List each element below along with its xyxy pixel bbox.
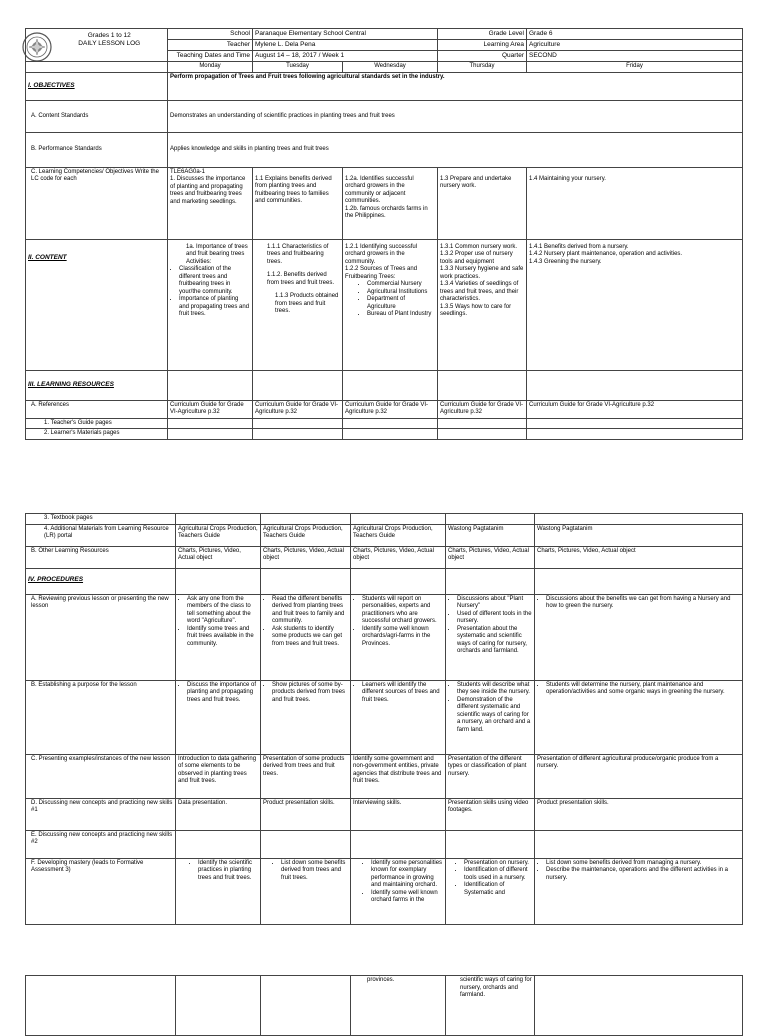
content-monday-intro: 1a. Importance of trees and fruit bearing trees xyxy=(186,243,248,258)
empty-cell xyxy=(261,568,351,594)
procedure-f-monday xyxy=(176,858,261,924)
learners-materials-label: 2. Learner's Materials pages xyxy=(26,429,168,440)
competency-tuesday-text: 1.1 Explains benefits derived from planting trees and fruitbearing trees to families and communities. xyxy=(253,167,343,239)
empty-cell xyxy=(176,514,261,525)
other-resources-label: B. Other Learning Resources xyxy=(26,546,176,568)
procedure-d-monday: Data presentation. xyxy=(176,798,261,830)
empty-cell xyxy=(527,418,743,429)
content-heading: II. CONTENT xyxy=(26,239,168,370)
list-item: • Students will determine the nursery, plant maintenance and operation/activities and some organic ways in greening the nursery. xyxy=(546,682,740,697)
additional-monday: Agricultural Crops Production, Teachers Guide xyxy=(176,524,261,546)
content-monday-list xyxy=(170,266,250,319)
procedure-f-wednesday xyxy=(351,858,446,924)
additional-friday: Wastong Pagtatanim xyxy=(535,524,743,546)
dates-value: August 14 – 18, 2017 / Week 1 xyxy=(253,51,438,62)
competency-friday-text: 1.4 Maintaining your nursery. xyxy=(527,167,743,239)
procedure-a-tuesday xyxy=(261,594,351,680)
other-monday: Charts, Pictures, Video, Actual object xyxy=(176,546,261,568)
content-tuesday-2: 1.1.2. Benefits derived from trees and fruit trees. xyxy=(267,272,335,286)
objectives-heading: I. OBJECTIVES xyxy=(26,72,168,100)
competencies-wednesday xyxy=(343,167,438,239)
empty-cell xyxy=(168,429,253,440)
empty-cell xyxy=(446,830,535,858)
content-tuesday-3: 1.1.3 Products obtained from trees and fruit trees. xyxy=(275,293,339,315)
learning-area-value: Agriculture xyxy=(527,40,743,51)
references-label: A. References xyxy=(26,400,168,418)
list-item: • Presentation about the systematic and scientific ways of caring for nursery, orchards and farmland. xyxy=(457,626,532,656)
empty-cell xyxy=(176,976,261,1036)
list-item: • Department of Agriculture xyxy=(367,296,435,311)
dates-label: Teaching Dates and Time xyxy=(168,51,253,62)
list-item: • Identify some well known orchards/agri-farms in the Provinces. xyxy=(362,626,443,649)
content-thursday-5: 1.3.5 Ways how to care for seedlings. xyxy=(440,303,512,318)
list-item: • Identify some personalities known for exemplary performance in growing and maintaining orchard. xyxy=(371,860,443,890)
content-standards-value: Demonstrates an understanding of scientific practices in planting trees and fruit trees xyxy=(168,100,743,132)
list-item: • Ask any one from the members of the class to tell something about the word "Agriculture". xyxy=(187,596,258,626)
seal-cell xyxy=(26,29,52,62)
day-thursday: Thursday xyxy=(438,62,527,73)
additional-thursday: Wastong Pagtatanim xyxy=(446,524,535,546)
list-item: • Commercial Nursery xyxy=(367,281,435,289)
empty-cell xyxy=(261,976,351,1036)
list-item: • Read the different benefits derived from planting trees and fruit trees to family and community. xyxy=(272,596,348,626)
objectives-intro: Perform propagation of Trees and Fruit trees following agricultural standards set in the industry. xyxy=(168,72,743,100)
list-item: • Presentation on nursery. xyxy=(464,860,532,868)
list-item: • Agricultural Institutions xyxy=(367,289,435,297)
list-item: • Identify some trees and fruit trees available in the community. xyxy=(187,626,258,649)
procedure-b-monday xyxy=(176,680,261,754)
list-item: • Importance of planting and propagating trees and fruit trees. xyxy=(179,296,250,319)
empty-cell xyxy=(26,976,176,1036)
procedure-f-wednesday-cont: provinces. xyxy=(351,976,446,1036)
procedure-c-thursday: Presentation of the different types or classification of plant nursery. xyxy=(446,754,535,798)
school-value: Paranaque Elementary School Central xyxy=(253,29,438,40)
empty-cell xyxy=(343,429,438,440)
content-friday xyxy=(527,239,743,370)
list-item: • Discussions about "Plant Nursery" xyxy=(457,596,532,611)
content-wednesday xyxy=(343,239,438,370)
procedure-c-tuesday: Presentation of some products derived from trees and fruit trees. xyxy=(261,754,351,798)
empty-cell xyxy=(343,418,438,429)
school-label: School xyxy=(168,29,253,40)
performance-standards-value: Applies knowledge and skills in planting trees and fruit trees xyxy=(168,132,743,167)
content-wednesday-2: 1.2.2 Sources of Trees and Fruitbearing Trees: xyxy=(345,266,418,280)
lesson-log-table-page-2 xyxy=(25,513,743,925)
references-wednesday: Curriculum Guide for Grade VI-Agriculture p.32 xyxy=(343,400,438,418)
content-wednesday-list xyxy=(345,281,435,319)
procedure-f-tuesday xyxy=(261,858,351,924)
empty-cell xyxy=(351,514,446,525)
content-friday-1: 1.4.1 Benefits derived from a nursery. xyxy=(529,243,629,250)
empty-cell xyxy=(351,830,446,858)
competencies-monday xyxy=(168,167,253,239)
day-tuesday: Tuesday xyxy=(253,62,343,73)
empty-cell xyxy=(261,514,351,525)
content-friday-3: 1.4.3 Greening the nursery. xyxy=(529,258,602,265)
procedure-f-label: F. Developing mastery (leads to Formative Assessment 3) xyxy=(26,858,176,924)
references-thursday: Curriculum Guide for Grade VI-Agriculture p.32 xyxy=(438,400,527,418)
procedure-d-thursday: Presentation skills using video footages. xyxy=(446,798,535,830)
teacher-label: Teacher xyxy=(168,40,253,51)
procedure-b-friday xyxy=(535,680,743,754)
list-item: • List down some benefits derived from managing a nursery. xyxy=(546,860,740,868)
days-corner xyxy=(26,62,168,73)
lesson-log-table-page-1 xyxy=(25,28,743,440)
performance-standards-label: B. Performance Standards xyxy=(26,132,168,167)
lc-code: TLE6AG0a-1 xyxy=(170,168,206,175)
empty-cell xyxy=(261,830,351,858)
empty-cell xyxy=(535,514,743,525)
textbook-pages-label: 3. Textbook pages xyxy=(26,514,176,525)
competency-monday-text: 1. Discusses the importance of planting and propagating trees and fruitbearing trees and marketing seedlings. xyxy=(170,176,246,205)
list-item: • Ask students to identify some products we can get from trees and fruit trees. xyxy=(272,626,348,649)
procedure-a-thursday xyxy=(446,594,535,680)
other-tuesday: Charts, Pictures, Video, Actual object xyxy=(261,546,351,568)
content-thursday xyxy=(438,239,527,370)
empty-cell xyxy=(535,976,743,1036)
grade-level-label: Grade Level xyxy=(438,29,527,40)
procedure-a-label: A. Reviewing previous lesson or presenting the new lesson xyxy=(26,594,176,680)
lesson-log-table-page-3 xyxy=(25,975,743,1036)
empty-cell xyxy=(176,568,261,594)
procedure-f-friday xyxy=(535,858,743,924)
content-thursday-1: 1.3.1 Common nursery work. xyxy=(440,243,518,250)
list-item: • Identification of different tools used in a nursery. xyxy=(464,867,532,882)
procedure-d-label: D. Discussing new concepts and practicing new skills #1 xyxy=(26,798,176,830)
title-daily-lesson-log: DAILY LESSON LOG xyxy=(78,40,141,48)
empty-cell xyxy=(535,568,743,594)
procedure-b-wednesday xyxy=(351,680,446,754)
list-item: • Discuss the importance of planting and propagating trees and fruit trees. xyxy=(187,682,258,705)
day-wednesday: Wednesday xyxy=(343,62,438,73)
competency-wednesday-b: 1.2b. famous orchards farms in the Philippines. xyxy=(345,205,428,220)
list-item: • Demonstration of the different systematic and scientific ways of caring for a nursery, an orchard and a farm land. xyxy=(457,697,532,735)
list-item: • Learners will identify the different sources of trees and fruit trees. xyxy=(362,682,443,705)
empty-cell xyxy=(168,418,253,429)
other-wednesday: Charts, Pictures, Video, Actual object xyxy=(351,546,446,568)
empty-cell xyxy=(527,370,743,400)
procedure-f-thursday-cont: scientific ways of caring for nursery, orchards and farmland. xyxy=(446,976,535,1036)
empty-cell xyxy=(343,370,438,400)
competency-wednesday-a: 1.2a. Identifies successful orchard growers in the community or adjacent communities. xyxy=(345,175,414,205)
procedure-c-monday: Introduction to data gathering of some elements to be observed in planting trees and fruit trees. xyxy=(176,754,261,798)
references-monday: Curriculum Guide for Grade VI-Agriculture p.32 xyxy=(168,400,253,418)
empty-cell xyxy=(176,830,261,858)
empty-cell xyxy=(253,429,343,440)
competency-thursday-text: 1.3 Prepare and undertake nursery work. xyxy=(438,167,527,239)
procedure-a-wednesday xyxy=(351,594,446,680)
empty-cell xyxy=(446,568,535,594)
day-friday: Friday xyxy=(527,62,743,73)
additional-materials-label: 4. Additional Materials from Learning Resource (LR) portal xyxy=(26,524,176,546)
list-item: • Used of different tools in the nursery. xyxy=(457,611,532,626)
title-grades: Grades 1 to 12 xyxy=(87,32,131,39)
other-thursday: Charts, Pictures, Video, Actual object xyxy=(446,546,535,568)
list-item: • Students will describe what they see inside the nursery. xyxy=(457,682,532,697)
list-item: • Identify the scientific practices in planting trees and fruit trees. xyxy=(198,860,258,883)
procedure-b-tuesday xyxy=(261,680,351,754)
empty-cell xyxy=(438,418,527,429)
content-monday-activities: Activities: xyxy=(186,258,212,265)
teachers-guide-label: 1. Teacher's Guide pages xyxy=(26,418,168,429)
empty-cell xyxy=(446,514,535,525)
list-item: • Identify some well known orchard farms in the xyxy=(371,890,443,905)
procedure-f-thursday xyxy=(446,858,535,924)
procedure-c-label: C. Presenting examples/instances of the new lesson xyxy=(26,754,176,798)
list-item: • List down some benefits derived from trees and fruit trees. xyxy=(281,860,348,883)
list-item: • Students will report on personalities, experts and practitioners who are successful orchard growers. xyxy=(362,596,443,626)
empty-cell xyxy=(438,429,527,440)
procedures-heading: IV. PROCEDURES xyxy=(26,568,176,594)
empty-cell xyxy=(253,418,343,429)
empty-cell xyxy=(438,370,527,400)
references-tuesday: Curriculum Guide for Grade VI-Agriculture p.32 xyxy=(253,400,343,418)
learning-area-label: Learning Area xyxy=(438,40,527,51)
content-wednesday-1: 1.2.1 Identifying successful orchard growers in the community. xyxy=(345,243,418,265)
empty-cell xyxy=(168,370,253,400)
procedure-c-friday: Presentation of different agricultural produce/organic produce from a nursery. xyxy=(535,754,743,798)
learning-resources-heading: III. LEARNING RESOURCES xyxy=(26,370,168,400)
references-friday: Curriculum Guide for Grade VI-Agriculture p.32 xyxy=(527,400,743,418)
procedure-b-label: B. Establishing a purpose for the lesson xyxy=(26,680,176,754)
procedure-d-wednesday: Interviewing skills. xyxy=(351,798,446,830)
content-tuesday-1: 1.1.1 Characteristics of trees and fruitbearing trees. xyxy=(267,243,329,265)
content-thursday-4: 1.3.4 Varieties of seedlings of trees and fruit trees, and their characteristics. xyxy=(440,281,519,303)
empty-cell xyxy=(253,370,343,400)
content-thursday-2: 1.3.2 Proper use of nursery tools and equipment xyxy=(440,251,513,265)
procedure-e-label: E. Discussing new concepts and practicing new skills #2 xyxy=(26,830,176,858)
procedure-a-monday xyxy=(176,594,261,680)
empty-cell xyxy=(351,568,446,594)
procedure-c-wednesday: Identify some government and non-government entities, private agencies that distribute trees and fruit trees. xyxy=(351,754,446,798)
list-item: • Bureau of Plant Industry xyxy=(367,311,435,319)
quarter-label: Quarter xyxy=(438,51,527,62)
teacher-value: Mylene L. Dela Pena xyxy=(253,40,438,51)
quarter-value: SECOND xyxy=(527,51,743,62)
list-item: • Classification of the different trees and fruitbearing trees in your/the community. xyxy=(179,266,250,296)
procedure-b-thursday xyxy=(446,680,535,754)
procedure-d-tuesday: Product presentation skills. xyxy=(261,798,351,830)
other-friday: Charts, Pictures, Video, Actual object xyxy=(535,546,743,568)
competencies-label: C. Learning Competencies/ Objectives Write the LC code for each xyxy=(26,167,168,239)
procedure-d-friday: Product presentation skills. xyxy=(535,798,743,830)
content-thursday-3: 1.3.3 Nursery hygiene and safe work practices. xyxy=(440,266,524,280)
grade-level-value: Grade 6 xyxy=(527,29,743,40)
content-tuesday xyxy=(253,239,343,370)
procedure-a-friday xyxy=(535,594,743,680)
log-title xyxy=(52,29,168,62)
empty-cell xyxy=(535,830,743,858)
empty-cell xyxy=(527,429,743,440)
content-standards-label: A. Content Standards xyxy=(26,100,168,132)
list-item: • Identification of Systematic and xyxy=(464,882,532,897)
content-monday xyxy=(168,239,253,370)
list-item: • Show pictures of some by-products derived from trees and fruit trees. xyxy=(272,682,348,705)
content-friday-2: 1.4.2 Nursery plant maintenance, operation and activities. xyxy=(529,251,683,258)
additional-tuesday: Agricultural Crops Production, Teachers Guide xyxy=(261,524,351,546)
list-item: • Discussions about the benefits we can get from having a Nursery and how to green the nursery. xyxy=(546,596,740,611)
list-item: • Describe the maintenance, operations and the different activities in a nursery. xyxy=(546,867,740,882)
day-monday: Monday xyxy=(168,62,253,73)
additional-wednesday: Agricultural Crops Production, Teachers Guide xyxy=(351,524,446,546)
